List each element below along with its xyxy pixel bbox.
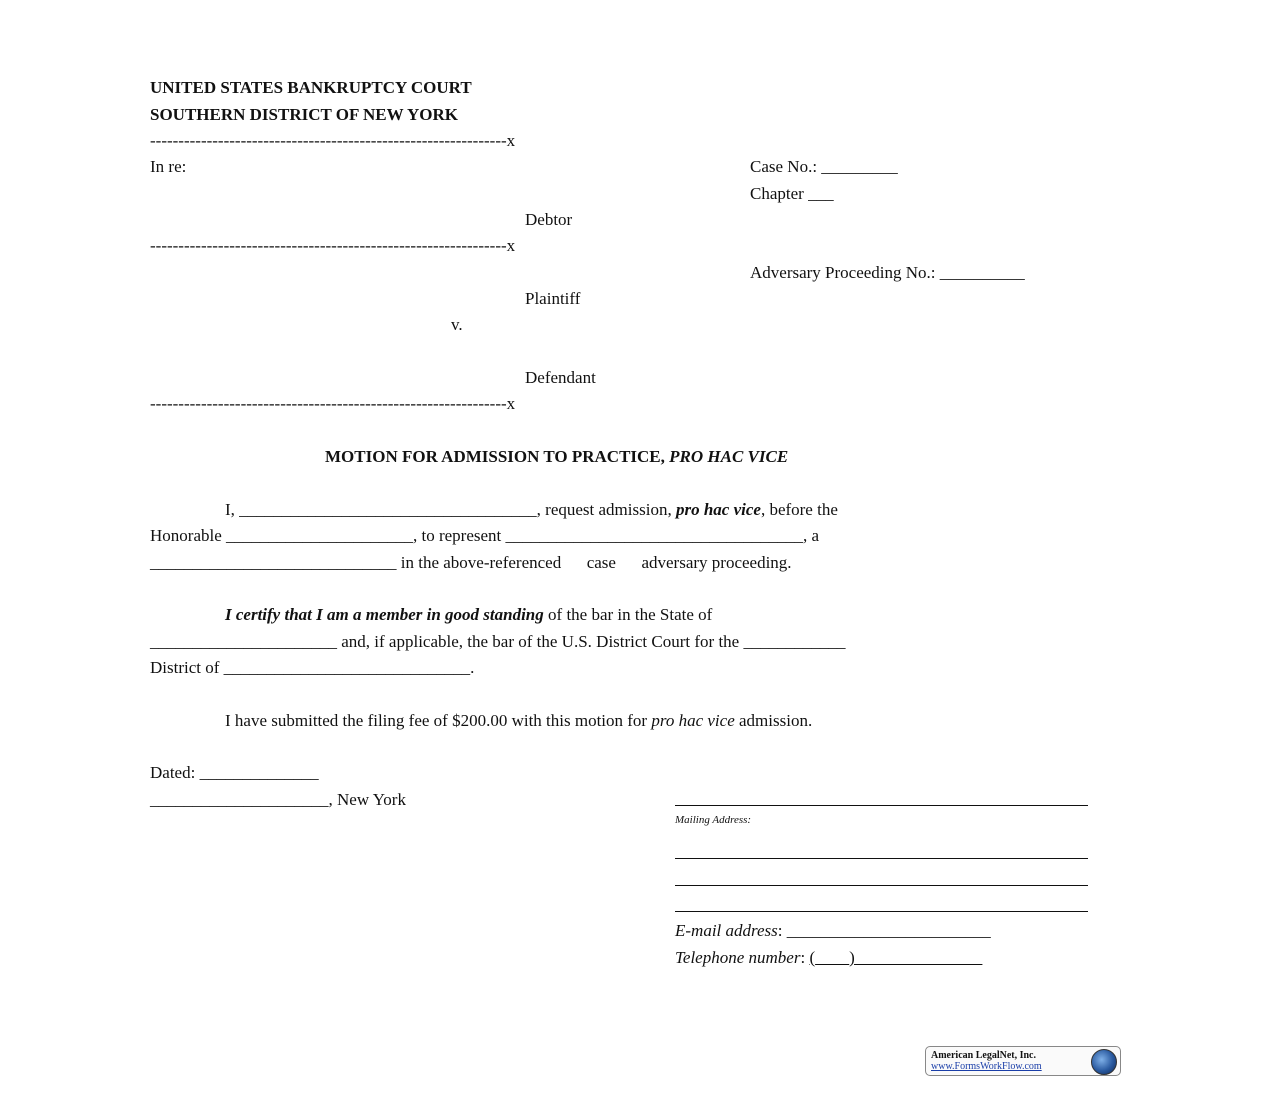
para1-line1-a: I, ___________________________________, request admission, <box>225 500 676 519</box>
telephone-field <box>675 948 982 968</box>
defendant-label: Defendant <box>525 368 596 387</box>
email-label: E-mail address <box>675 921 778 940</box>
address-line-3 <box>675 911 1088 912</box>
para1-line1-b: pro hac vice <box>675 500 761 519</box>
in-re-label: In re: <box>150 157 187 176</box>
title-main: MOTION FOR ADMISSION TO PRACTICE, <box>325 447 670 466</box>
separator-top: ---------------------------------------------------------------x <box>150 131 516 150</box>
para2-line3: District of _____________________________. <box>150 658 475 677</box>
para2-line1-b: of the bar in the State of <box>543 605 713 624</box>
logo-url-link[interactable]: www.FormsWorkFlow.com <box>931 1061 1042 1072</box>
debtor-label: Debtor <box>525 210 573 229</box>
para1-line3: _____________________________ in the above-referenced case adversary proceeding. <box>150 553 792 572</box>
globe-icon <box>1091 1049 1117 1075</box>
versus-label: v. <box>451 315 463 334</box>
chapter-field: Chapter ___ <box>750 184 834 203</box>
case-number-field: Case No.: _________ <box>750 157 898 176</box>
plaintiff-label: Plaintiff <box>525 289 581 308</box>
document-title <box>325 447 788 467</box>
para3-a: I have submitted the filing fee of $200.00 with this motion for <box>225 711 652 730</box>
para1-line2: Honorable ______________________, to represent ___________________________________, a <box>150 526 820 545</box>
address-line-1 <box>675 858 1088 859</box>
adversary-proceeding-field: Adversary Proceeding No.: __________ <box>750 263 1025 282</box>
title-italic: PRO HAC VICE <box>669 447 789 466</box>
legalnet-logo[interactable] <box>925 1046 1121 1076</box>
mailing-address-label: Mailing Address: <box>675 814 752 826</box>
para2-line2: ______________________ and, if applicable, the bar of the U.S. District Court for the ____________ <box>150 632 846 651</box>
para1-line1-c: , before the <box>760 500 838 519</box>
court-district: SOUTHERN DISTRICT OF NEW YORK <box>150 105 458 124</box>
email-blank: : ________________________ <box>777 921 991 940</box>
separator-middle: ---------------------------------------------------------------x <box>150 236 516 255</box>
para1-line1 <box>225 500 838 520</box>
separator-bottom: ---------------------------------------------------------------x <box>150 394 516 413</box>
para2-line1 <box>225 605 712 625</box>
telephone-label: Telephone number <box>675 948 801 967</box>
city-field: _____________________, New York <box>150 790 406 809</box>
para3-c: admission. <box>734 711 813 730</box>
dated-field: Dated: ______________ <box>150 763 319 782</box>
para3-b: pro hac vice <box>651 711 735 730</box>
para3-line <box>225 711 812 731</box>
para2-line1-a: I certify that I am a member in good standing <box>225 605 544 624</box>
address-line-2 <box>675 885 1088 886</box>
telephone-blank: (____)_______________ <box>809 948 983 967</box>
signature-line <box>675 805 1088 806</box>
court-name: UNITED STATES BANKRUPTCY COURT <box>150 78 472 97</box>
logo-company-name: American LegalNet, Inc. <box>931 1050 1036 1061</box>
email-field <box>675 921 991 941</box>
telephone-colon: : <box>800 948 810 967</box>
